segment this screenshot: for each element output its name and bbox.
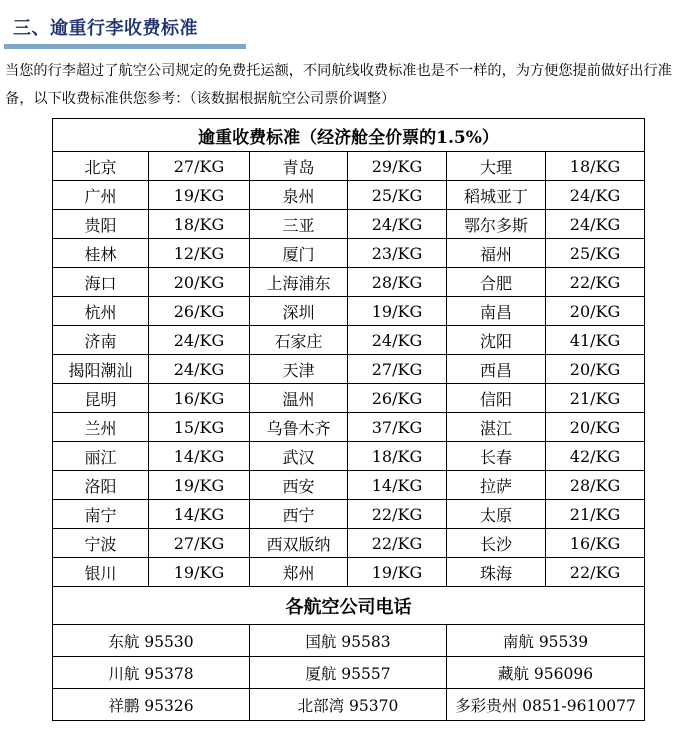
section-heading: 三、逾重行李收费标准 [13, 18, 198, 39]
fee-cell: 14/KG [348, 471, 447, 500]
city-cell: 贵阳 [53, 210, 149, 239]
fee-cell: 42/KG [546, 442, 645, 471]
fee-cell: 22/KG [546, 558, 645, 587]
phone-title-row [53, 587, 645, 625]
fee-title-row [53, 119, 645, 152]
city-cell: 银川 [53, 558, 149, 587]
fee-cell: 18/KG [348, 442, 447, 471]
fee-cell: 18/KG [546, 152, 645, 181]
city-cell: 乌鲁木齐 [250, 413, 348, 442]
airline-phone-cell: 国航 95583 [250, 625, 447, 657]
fee-cell: 29/KG [348, 152, 447, 181]
fee-cell: 41/KG [546, 326, 645, 355]
airline-phone-cell: 北部湾 95370 [250, 689, 447, 721]
city-cell: 拉萨 [447, 471, 546, 500]
fee-cell: 19/KG [149, 181, 250, 210]
city-cell: 湛江 [447, 413, 546, 442]
city-cell: 北京 [53, 152, 149, 181]
fee-cell: 20/KG [546, 355, 645, 384]
city-cell: 西宁 [250, 500, 348, 529]
table-row [53, 442, 645, 471]
baggage-fee-table [52, 118, 645, 721]
fee-cell: 14/KG [149, 500, 250, 529]
fee-cell: 37/KG [348, 413, 447, 442]
fee-cell: 23/KG [348, 239, 447, 268]
table-row [53, 355, 645, 384]
fee-cell: 19/KG [348, 558, 447, 587]
city-cell: 济南 [53, 326, 149, 355]
airline-phone-cell: 祥鹏 95326 [53, 689, 250, 721]
fee-cell: 27/KG [149, 152, 250, 181]
table-row [53, 413, 645, 442]
fee-cell: 28/KG [546, 471, 645, 500]
city-cell: 珠海 [447, 558, 546, 587]
phone-table-title: 各航空公司电话 [53, 587, 645, 625]
fee-cell: 15/KG [149, 413, 250, 442]
city-cell: 信阳 [447, 384, 546, 413]
fee-cell: 25/KG [546, 239, 645, 268]
fee-cell: 22/KG [348, 529, 447, 558]
table-row [53, 689, 645, 721]
city-cell: 合肥 [447, 268, 546, 297]
fee-cell: 12/KG [149, 239, 250, 268]
fee-cell: 21/KG [546, 384, 645, 413]
fee-table-body [53, 152, 645, 587]
city-cell: 西双版纳 [250, 529, 348, 558]
table-row [53, 500, 645, 529]
city-cell: 厦门 [250, 239, 348, 268]
city-cell: 太原 [447, 500, 546, 529]
airline-phone-cell: 多彩贵州 0851-9610077 [447, 689, 645, 721]
table-row [53, 297, 645, 326]
intro-paragraph: 当您的行李超过了航空公司规定的免费托运额，不同航线收费标准也是不一样的，为方便您提前做好出行准备，以下收费标准供您参考：（该数据根据航空公司票价调整） [5, 63, 672, 107]
city-cell: 洛阳 [53, 471, 149, 500]
table-row [53, 268, 645, 297]
fee-cell: 24/KG [348, 326, 447, 355]
fee-cell: 22/KG [546, 268, 645, 297]
city-cell: 揭阳潮汕 [53, 355, 149, 384]
airline-phone-cell: 厦航 95557 [250, 657, 447, 689]
city-cell: 天津 [250, 355, 348, 384]
city-cell: 深圳 [250, 297, 348, 326]
table-row [53, 529, 645, 558]
fee-cell: 19/KG [149, 558, 250, 587]
city-cell: 武汉 [250, 442, 348, 471]
city-cell: 兰州 [53, 413, 149, 442]
city-cell: 稻城亚丁 [447, 181, 546, 210]
fee-cell: 25/KG [348, 181, 447, 210]
city-cell: 泉州 [250, 181, 348, 210]
fee-cell: 27/KG [149, 529, 250, 558]
table-row [53, 657, 645, 689]
fee-cell: 24/KG [546, 210, 645, 239]
table-row [53, 625, 645, 657]
fee-cell: 24/KG [348, 210, 447, 239]
airline-phone-cell: 南航 95539 [447, 625, 645, 657]
city-cell: 杭州 [53, 297, 149, 326]
city-cell: 三亚 [250, 210, 348, 239]
fee-cell: 21/KG [546, 500, 645, 529]
table-row [53, 210, 645, 239]
table-row [53, 471, 645, 500]
city-cell: 福州 [447, 239, 546, 268]
fee-cell: 22/KG [348, 500, 447, 529]
table-row [53, 326, 645, 355]
fee-cell: 14/KG [149, 442, 250, 471]
city-cell: 西昌 [447, 355, 546, 384]
phone-table-body [53, 587, 645, 721]
heading-underline [4, 44, 246, 49]
airline-phone-cell: 东航 95530 [53, 625, 250, 657]
fee-cell: 19/KG [348, 297, 447, 326]
airline-phone-cell: 川航 95378 [53, 657, 250, 689]
city-cell: 石家庄 [250, 326, 348, 355]
table-row [53, 181, 645, 210]
city-cell: 广州 [53, 181, 149, 210]
city-cell: 长春 [447, 442, 546, 471]
city-cell: 上海浦东 [250, 268, 348, 297]
fee-cell: 24/KG [546, 181, 645, 210]
city-cell: 长沙 [447, 529, 546, 558]
fee-cell: 26/KG [348, 384, 447, 413]
city-cell: 鄂尔多斯 [447, 210, 546, 239]
airline-phone-cell: 藏航 956096 [447, 657, 645, 689]
city-cell: 大理 [447, 152, 546, 181]
city-cell: 宁波 [53, 529, 149, 558]
table-row [53, 152, 645, 181]
city-cell: 郑州 [250, 558, 348, 587]
fee-cell: 16/KG [149, 384, 250, 413]
fee-table-title: 逾重收费标准（经济舱全价票的1.5%） [53, 119, 645, 152]
table-row [53, 384, 645, 413]
city-cell: 昆明 [53, 384, 149, 413]
city-cell: 温州 [250, 384, 348, 413]
fee-cell: 27/KG [348, 355, 447, 384]
fee-cell: 16/KG [546, 529, 645, 558]
city-cell: 海口 [53, 268, 149, 297]
city-cell: 沈阳 [447, 326, 546, 355]
fee-cell: 19/KG [149, 471, 250, 500]
fee-cell: 26/KG [149, 297, 250, 326]
table-row [53, 558, 645, 587]
city-cell: 青岛 [250, 152, 348, 181]
city-cell: 桂林 [53, 239, 149, 268]
city-cell: 丽江 [53, 442, 149, 471]
city-cell: 南宁 [53, 500, 149, 529]
city-cell: 南昌 [447, 297, 546, 326]
fee-cell: 20/KG [546, 413, 645, 442]
city-cell: 西安 [250, 471, 348, 500]
fee-cell: 20/KG [546, 297, 645, 326]
table-row [53, 239, 645, 268]
fee-cell: 24/KG [149, 326, 250, 355]
fee-cell: 20/KG [149, 268, 250, 297]
fee-cell: 24/KG [149, 355, 250, 384]
fee-cell: 18/KG [149, 210, 250, 239]
fee-cell: 28/KG [348, 268, 447, 297]
